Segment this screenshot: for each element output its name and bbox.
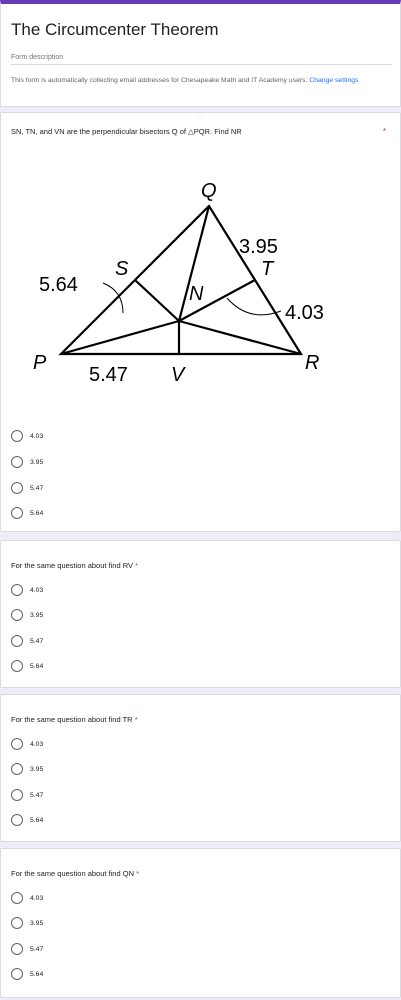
measure-pv: 5.47 bbox=[89, 364, 128, 386]
question-text bbox=[11, 715, 138, 724]
point-label-s: S bbox=[115, 258, 129, 280]
measure-rn: 4.03 bbox=[285, 302, 324, 324]
required-asterisk: * bbox=[382, 127, 386, 136]
option-label: 5.64 bbox=[30, 509, 44, 517]
option-5-64[interactable] bbox=[11, 659, 43, 673]
triangle-pqr bbox=[61, 206, 301, 354]
question-text bbox=[11, 127, 242, 136]
option-5-47[interactable] bbox=[11, 942, 43, 956]
radio-button[interactable] bbox=[11, 968, 23, 980]
option-label: 5.47 bbox=[30, 945, 44, 953]
question-title: For the same question about find TR bbox=[11, 715, 133, 724]
radio-button[interactable] bbox=[11, 609, 23, 621]
change-settings-link[interactable]: Change settings bbox=[309, 77, 359, 84]
radio-button[interactable] bbox=[11, 814, 23, 826]
form-description-field[interactable]: Form description bbox=[11, 54, 64, 61]
option-label: 5.64 bbox=[30, 662, 44, 670]
required-asterisk: * bbox=[134, 715, 138, 724]
option-3-95[interactable] bbox=[11, 916, 43, 930]
option-4-03[interactable] bbox=[11, 583, 43, 597]
question-card-3[interactable] bbox=[0, 694, 401, 842]
point-label-v: V bbox=[171, 364, 185, 386]
radio-button[interactable] bbox=[11, 507, 23, 519]
option-label: 5.47 bbox=[30, 484, 44, 492]
form-header-card bbox=[0, 0, 401, 107]
radio-button[interactable] bbox=[11, 892, 23, 904]
question-text bbox=[11, 869, 139, 878]
point-label-n: N bbox=[189, 283, 204, 305]
option-5-47[interactable] bbox=[11, 788, 43, 802]
drag-handle-icon[interactable]: ::: bbox=[196, 115, 205, 121]
form-title[interactable]: The Circumcenter Theorem bbox=[11, 20, 219, 39]
option-5-47[interactable] bbox=[11, 481, 43, 495]
option-5-64[interactable] bbox=[11, 506, 43, 520]
radio-button[interactable] bbox=[11, 430, 23, 442]
question-card-1[interactable] bbox=[0, 112, 401, 532]
option-3-95[interactable] bbox=[11, 455, 43, 469]
option-5-47[interactable] bbox=[11, 634, 43, 648]
question-card-4[interactable] bbox=[0, 848, 401, 998]
radio-button[interactable] bbox=[11, 456, 23, 468]
email-collection-text: This form is automatically collecting email addresses for Chesapeake Math and IT Academy users. bbox=[11, 77, 308, 84]
option-4-03[interactable] bbox=[11, 737, 43, 751]
option-label: 5.64 bbox=[30, 970, 44, 978]
radio-button[interactable] bbox=[11, 943, 23, 955]
option-label: 3.95 bbox=[30, 919, 44, 927]
question-title: For the same question about find RV bbox=[11, 561, 134, 570]
option-4-03[interactable] bbox=[11, 891, 43, 905]
question-title: For the same question about find QN bbox=[11, 869, 134, 878]
vertex-label-r: R bbox=[305, 352, 320, 374]
measure-pn: 5.64 bbox=[39, 274, 78, 296]
radio-button[interactable] bbox=[11, 763, 23, 775]
triangle-figure bbox=[31, 173, 351, 393]
question-title: SN, TN, and VN are the perpendicular bisectors Q of △PQR. Find NR bbox=[11, 127, 242, 136]
radio-button[interactable] bbox=[11, 789, 23, 801]
question-card-2[interactable] bbox=[0, 540, 401, 688]
email-collection-note bbox=[11, 76, 386, 85]
question-text bbox=[11, 561, 138, 570]
option-label: 3.95 bbox=[30, 765, 44, 773]
option-label: 3.95 bbox=[30, 458, 44, 466]
radio-button[interactable] bbox=[11, 482, 23, 494]
option-label: 4.03 bbox=[30, 432, 44, 440]
radio-button[interactable] bbox=[11, 660, 23, 672]
radio-button[interactable] bbox=[11, 635, 23, 647]
option-label: 5.47 bbox=[30, 637, 44, 645]
required-asterisk: * bbox=[136, 869, 140, 878]
measure-qt: 3.95 bbox=[239, 236, 278, 258]
option-4-03[interactable] bbox=[11, 429, 43, 443]
arc-rn bbox=[227, 298, 281, 315]
vertex-label-p: P bbox=[33, 352, 47, 374]
option-3-95[interactable] bbox=[11, 608, 43, 622]
option-label: 4.03 bbox=[30, 586, 44, 594]
description-underline bbox=[11, 64, 392, 65]
radio-button[interactable] bbox=[11, 738, 23, 750]
required-asterisk: * bbox=[135, 561, 139, 570]
vertex-label-q: Q bbox=[201, 180, 217, 202]
bisector-sn bbox=[135, 280, 179, 321]
option-5-64[interactable] bbox=[11, 967, 43, 981]
option-label: 5.47 bbox=[30, 791, 44, 799]
point-label-t: T bbox=[261, 258, 274, 280]
option-label: 3.95 bbox=[30, 611, 44, 619]
radio-button[interactable] bbox=[11, 917, 23, 929]
option-label: 5.64 bbox=[30, 816, 44, 824]
option-3-95[interactable] bbox=[11, 762, 43, 776]
option-5-64[interactable] bbox=[11, 813, 43, 827]
radio-button[interactable] bbox=[11, 584, 23, 596]
option-label: 4.03 bbox=[30, 740, 44, 748]
option-label: 4.03 bbox=[30, 894, 44, 902]
